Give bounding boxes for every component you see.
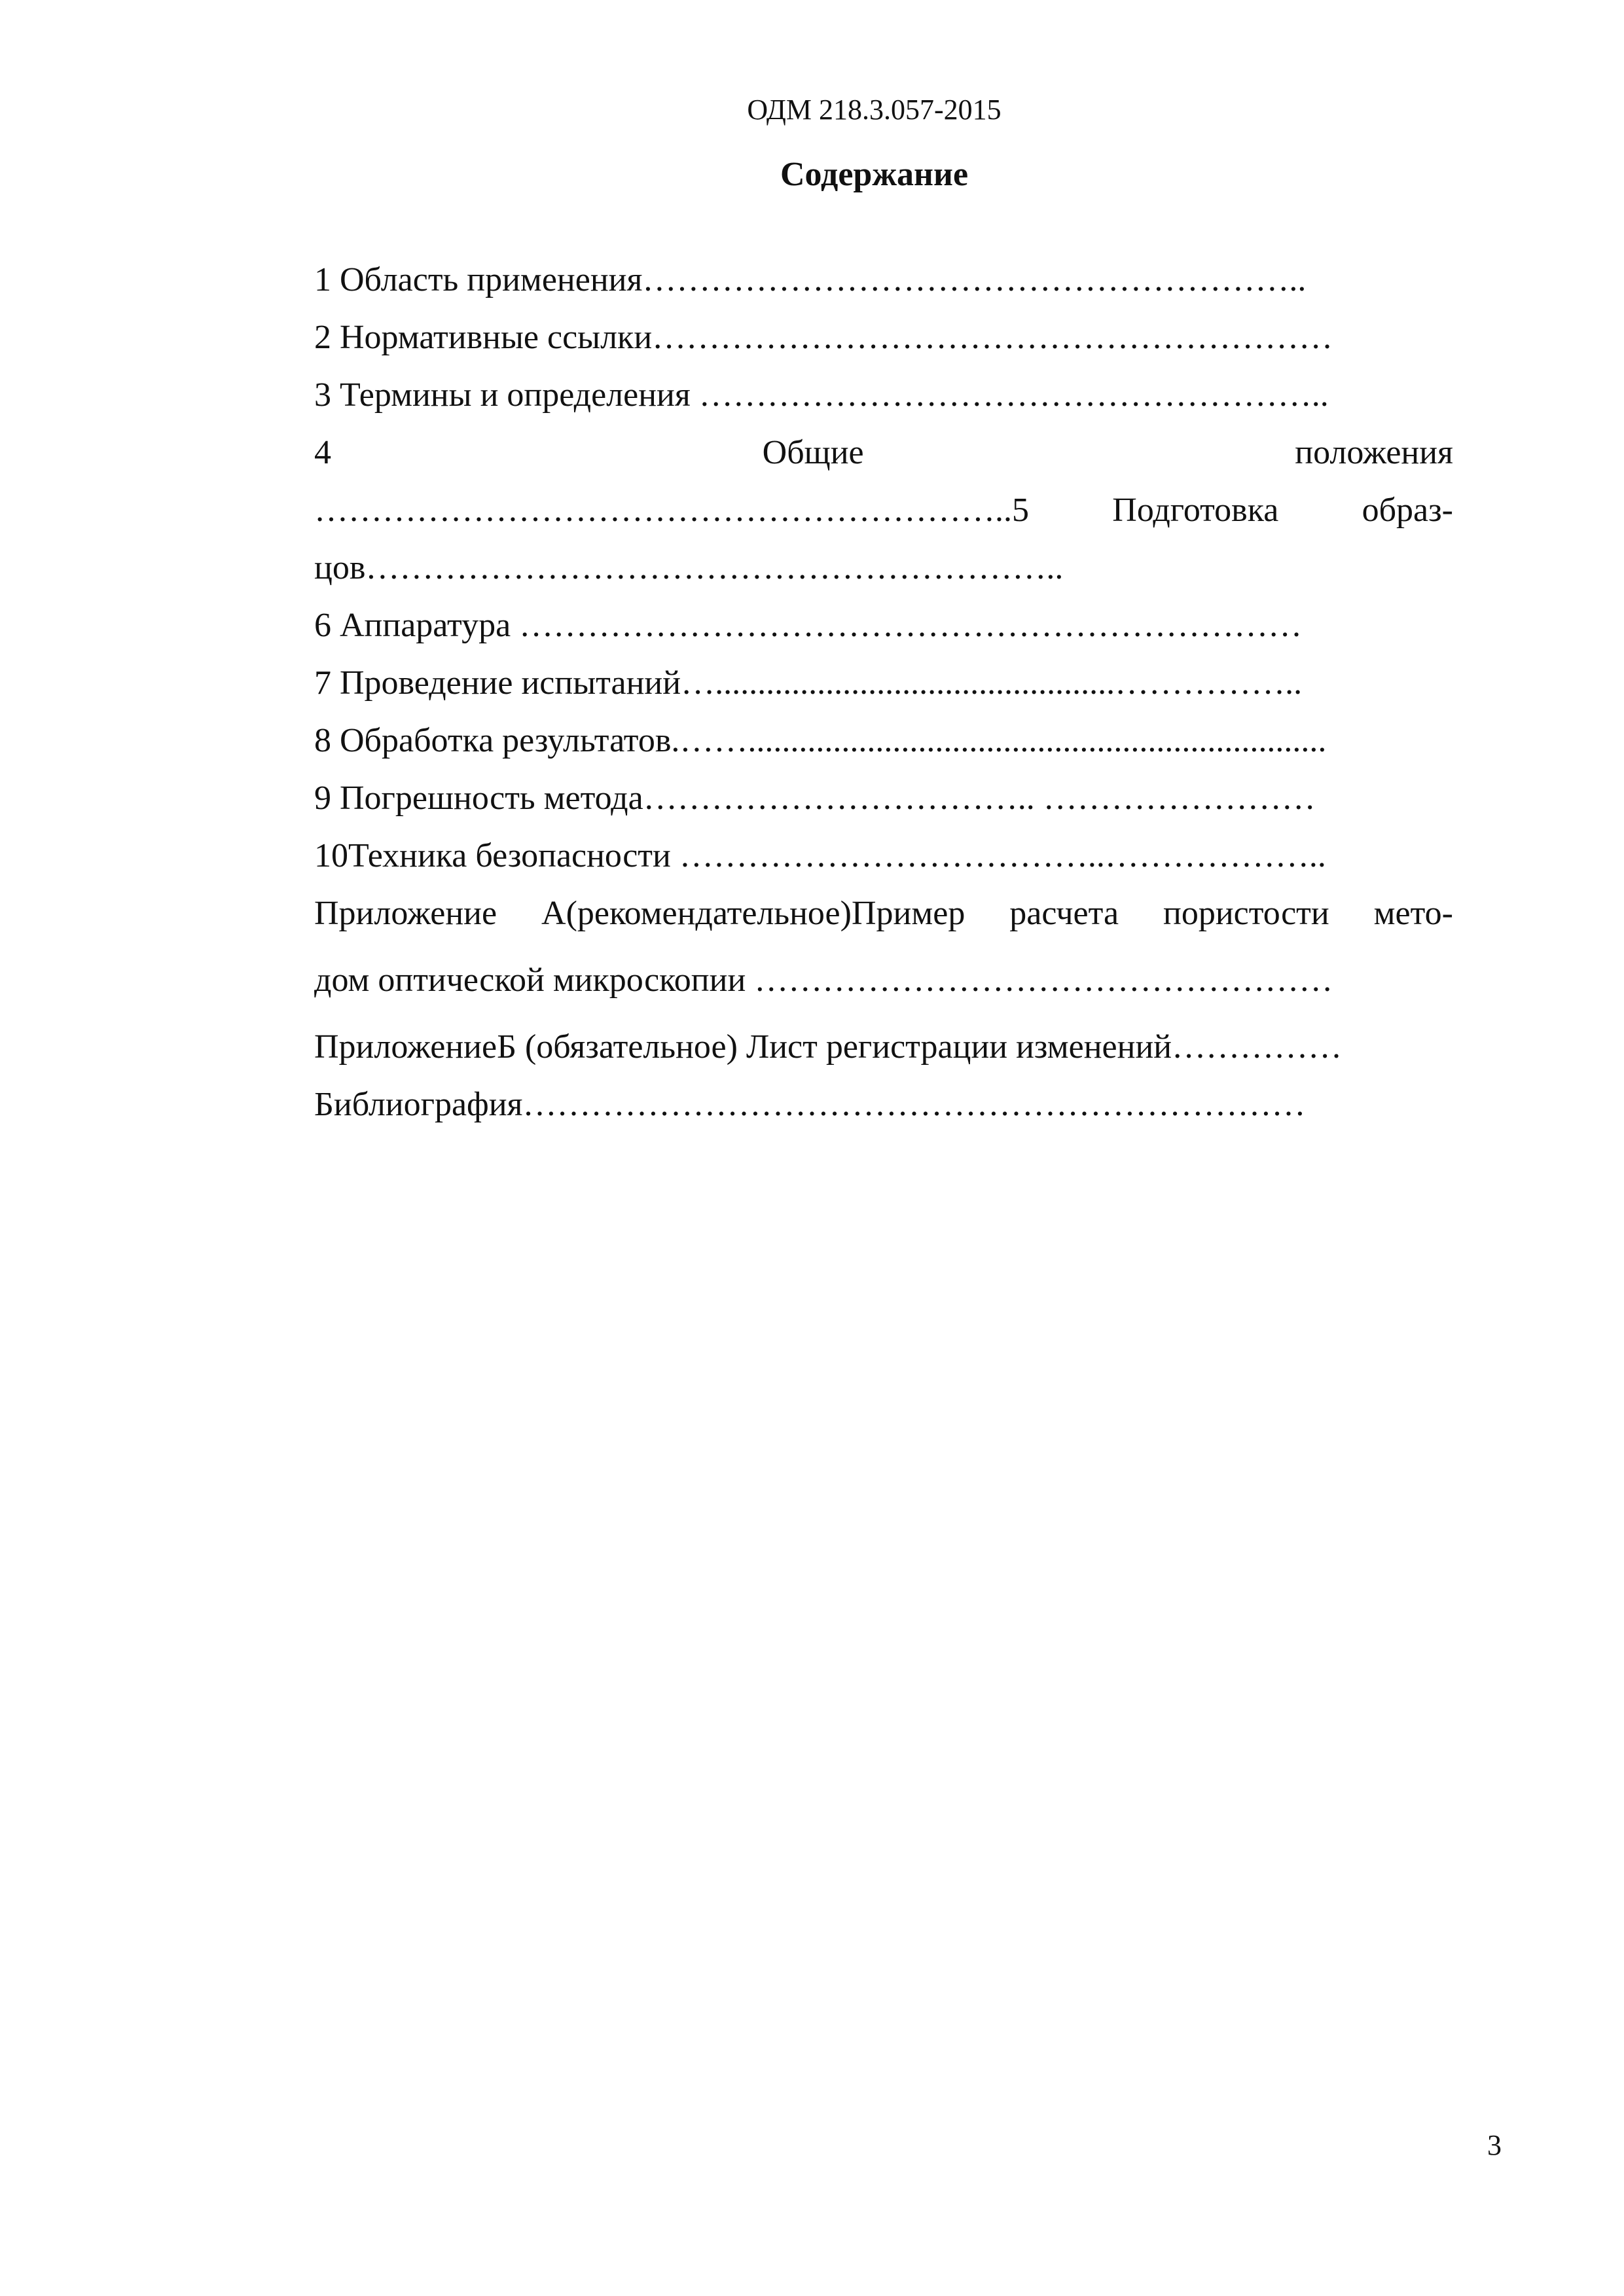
toc-entry-normative-references: 2 Нормативные ссылки…………………………………………………… [314, 319, 1333, 356]
toc-word: положения [1295, 434, 1453, 471]
toc-entry-general-provisions [314, 424, 1453, 482]
toc-entry-scope: 1 Область применения………………………………………………….. [314, 261, 1307, 298]
toc-entry-safety: 10Техника безопасности ………………………………..……………….. [314, 837, 1326, 874]
page-number: 3 [1487, 2129, 1502, 2161]
toc-entry-method-error: 9 Погрешность метода…………………………….. …………………… [314, 780, 1316, 817]
toc-entry-appendix-b: ПриложениеБ (обязательное) Лист регистрации изменений…………… [314, 1028, 1343, 1066]
table-of-contents [314, 251, 1453, 1134]
toc-entry-appendix-a-continued: дом оптической микроскопии …………………………………………… [314, 961, 1333, 999]
toc-word: пористости [1163, 895, 1329, 932]
toc-word: 4 [314, 434, 331, 471]
toc-word: ……………………………………………………..5 [314, 492, 1029, 529]
toc-entry-testing: 7 Проведение испытаний…...............................................…………….. [314, 664, 1303, 702]
toc-word: Общие [762, 434, 864, 471]
document-code-header: ОДМ 218.3.057-2015 [747, 94, 1001, 126]
toc-entry-results-processing: 8 Обработка результатов.…….................................................................... [314, 722, 1327, 759]
toc-entry-sample-preparation [314, 482, 1453, 539]
toc-word: А(рекомендательное)Пример [541, 895, 965, 932]
toc-entry-terms-definitions: 3 Термины и определения ……………………………………………….. [314, 376, 1329, 414]
toc-word: Подготовка [1112, 492, 1279, 529]
toc-entry-sample-preparation-continued: цов…………………………………………………….. [314, 549, 1064, 586]
toc-word: Приложение [314, 895, 497, 932]
contents-title: Содержание [780, 156, 969, 193]
toc-word: образ- [1362, 492, 1453, 529]
toc-entry-apparatus: 6 Аппаратура …………………………………………………………… [314, 607, 1303, 644]
toc-entry-appendix-a [314, 885, 1453, 942]
toc-entry-bibliography: Библиография…………………………………………………………… [314, 1086, 1306, 1123]
toc-word: мето- [1373, 895, 1453, 932]
toc-word: расчета [1009, 895, 1119, 932]
